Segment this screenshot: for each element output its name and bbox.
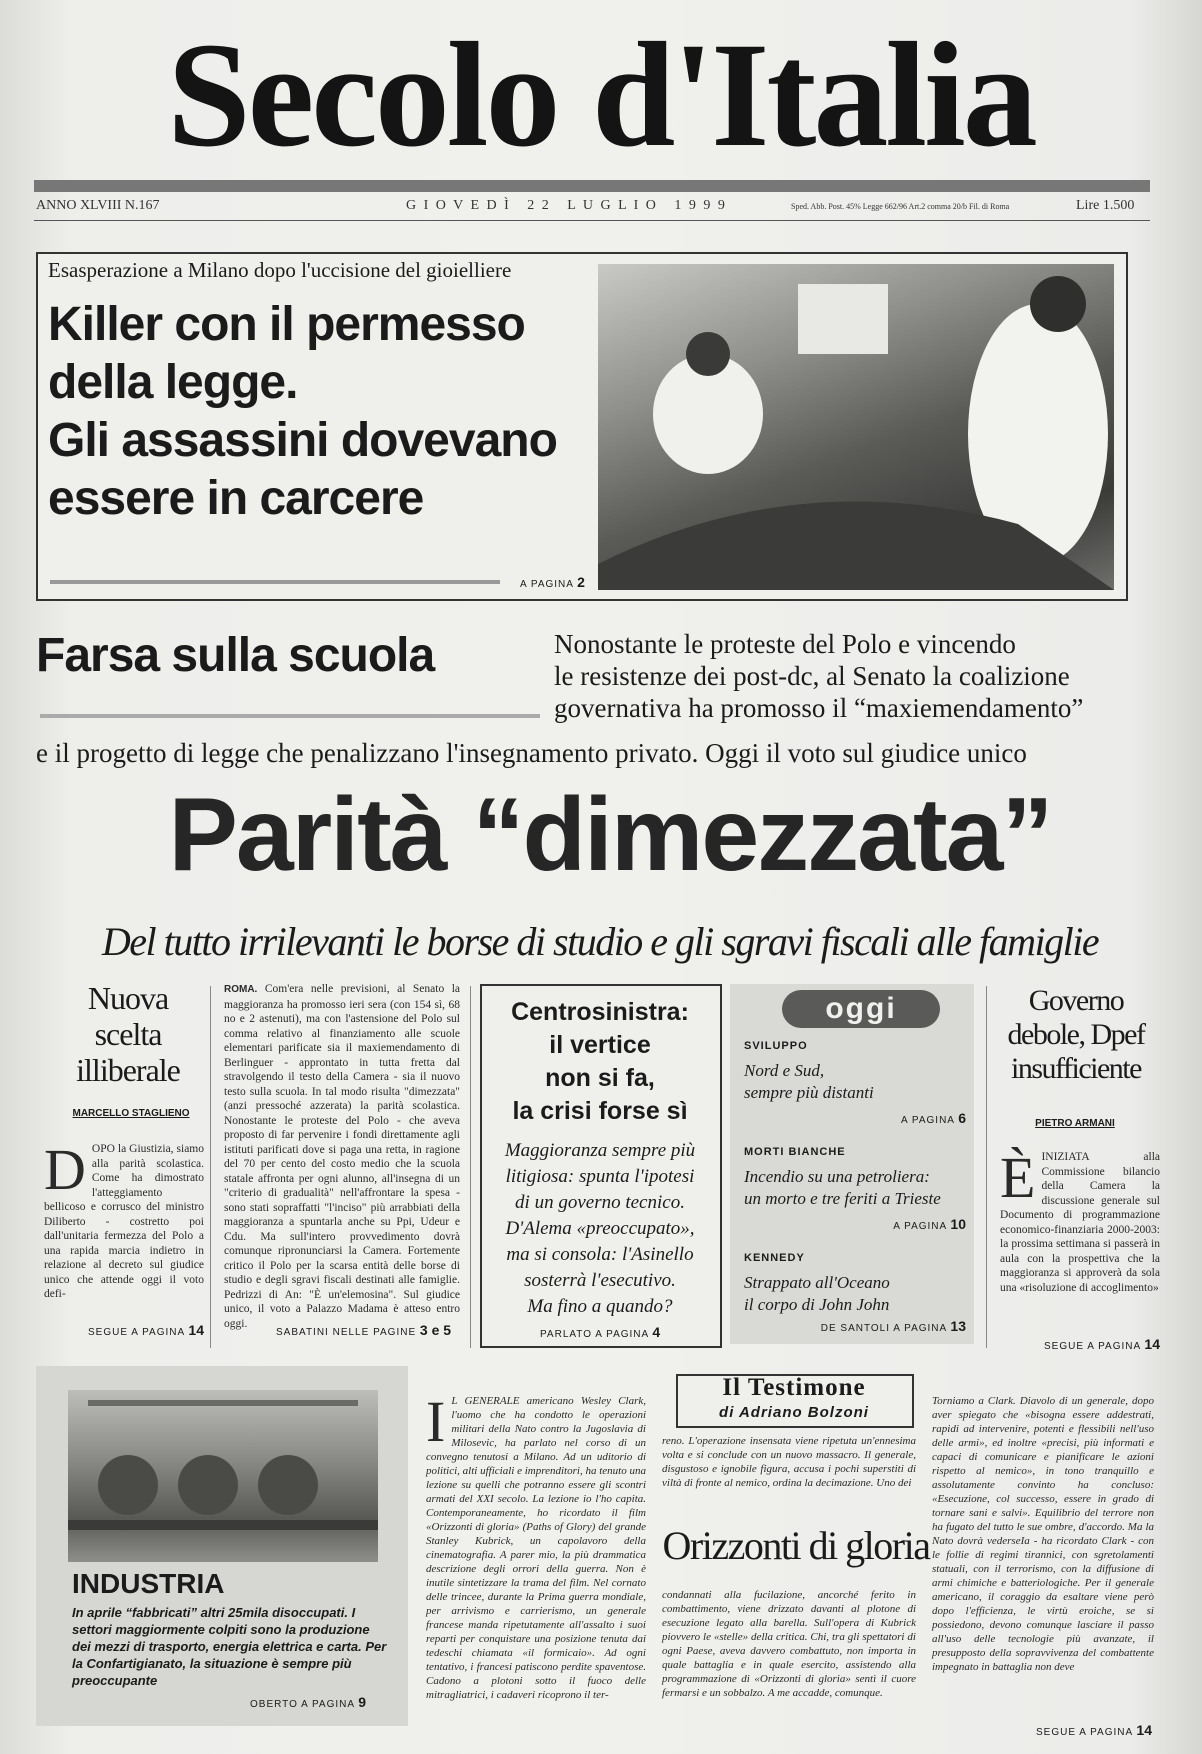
testimone-title: Il Testimone <box>722 1374 866 1401</box>
oggi-item-kicker: SVILUPPO <box>744 1040 808 1052</box>
centro-title-line: la crisi forse sì <box>512 1097 688 1125</box>
oggi-item-ref: DE SANTOLI A PAGINA 13 <box>820 1318 966 1334</box>
school-deck-last: e il progetto di legge che penalizzano l'insegnamento privato. Oggi il voto sul giudice unico <box>36 738 1027 768</box>
op2-title-line: debole, Dpef <box>1007 1018 1145 1051</box>
lead-headline-line: Gli assassini dovevano <box>48 414 557 467</box>
oggi-item-kicker: MORTI BIANCHE <box>744 1146 846 1158</box>
testimone-col1-text: L GENERALE americano Wesley Clark, l'uomo che ha condotto le operazioni militari della Nato contro la Jugoslavia di Milosevic, ha parlato nel corso di un convegno tenutosi a Milano. Ad un uditorio di politici, alti ufficiali e imprenditori, ha tenuto una lezione su quelli che potranno essere gli scontri armati del XXI secolo. La lezione io l'ho capita. Contemporaneamente, ho ricordato il film «Orizzonti di gloria» (Paths of Glory) del grande Stanley Kubrick, un capolavoro della cinematografia. A parer mio, la più drammatica descrizione degli orrori della guerra. Non è inutile sintetizzare la trama del film. Nel cornato delle trincee, durante la Prima guerra mondiale, per arrivismo e carrierismo, un generale francese manda ripetutamente all'assalto i suoi reparti per conquistare una posizione tenuta dai tedeschi chiamata «il formicaio». Ad ogni tentativo, i francesi patiscono perdite spaventose. Cadono a plotoni sotto il fuoco delle mitragliatrici, i cadaveri ricoprono il ter- <box>426 1395 646 1701</box>
op1-text: OPO la Giustizia, siamo alla parità scolastica. Come ha dimostrato l'atteggiamento bellicoso e corrusco del ministro Diliberto - costretto poi dall'unitaria fermezza del Polo a una rapida marcia indietro in relazione al decreto sul giudice unico che attende oggi il voto defi- <box>44 1143 204 1300</box>
industria-title: INDUSTRIA <box>72 1568 225 1599</box>
senate-follow: SABATINI NELLE PAGINE 3 e 5 <box>276 1322 452 1338</box>
centro-deck-line: Maggioranza sempre più <box>504 1140 696 1161</box>
testimone-headline: Orizzonti di gloria <box>662 1523 930 1568</box>
op1-body <box>44 1137 204 1314</box>
lead-headline <box>48 296 608 528</box>
op2-dropcap: È <box>1000 1145 1036 1210</box>
oggi-item <box>744 1252 966 1334</box>
divider <box>470 986 471 1348</box>
lead-headline-line: della legge. <box>48 356 298 409</box>
centro-title-line: non si fa, <box>545 1064 655 1092</box>
op2-body <box>1000 1145 1160 1320</box>
lead-headline-line: Killer con il permesso <box>48 298 525 351</box>
industria-text: In aprile “fabbricati” altri 25mila disoccupati. I settori maggiormente colpiti sono la produzione dei mezzi di trasporto, energia elettrica e carta. Per la Confartigianato, la situazione è sempre più preoccupante <box>72 1605 387 1688</box>
lead-photo <box>598 264 1114 590</box>
testimone-byline: di Adriano Bolzoni <box>719 1404 869 1421</box>
divider <box>210 986 211 1348</box>
centro-follow: PARLATO A PAGINA 4 <box>540 1324 661 1340</box>
oggi-label: oggi <box>782 990 940 1028</box>
oggi-item-text: Nord e Sud, sempre più distanti <box>744 1061 874 1102</box>
op2-follow: SEGUE A PAGINA 14 <box>1044 1336 1160 1352</box>
centro-deck-line: di un governo tecnico. <box>515 1192 685 1213</box>
op2-text: INIZIATA alla Commissione bilancio della Camera la discussione generale sul Documento di programmazione economico-finanziaria 2000-2003: la prossima settimana si passerà in aula con la prospettiva che la maggioranza si approverà da sola una «risoluzione di accoglimento» <box>1000 1151 1160 1294</box>
op1-title-line: Nuova <box>87 980 169 1016</box>
school-deck-line: Nonostante le proteste del Polo e vincendo <box>554 629 1016 659</box>
testimone-col3: Torniamo a Clark. Diavolo di un generale, dopo aver spiegato che «bisogna essere addestrati, rapidi ad intervenire, potenti e flessibili nell'uso delle armi», ed inoltre «precisi, più informati e capaci di comunicare e pianificare le azioni rispetto al nemico», in tono tranquillo e assolutamente convinto ha concluso: «Esecuzione, col successo, essere in grado di tornare sani e salvi». Equilibrio del terrore non ha fugato del tutto le sue ombre, d'accordo. Ma la Nato dovrà vederseIa - ha ricordato Clark - con le follie di regimi tirannici, con sgretolamenti statuali, con il terrorismo, con la diffusione di armi chimiche e batteriologiche. Per il generale americano, il coraggio da esaltare viene però dopo l'efficienza, le virtù eroiche, se si possiedono, devono comunque lasciare il passo all'uso delle tecnologie più avanzate, il presupposto della sopravvivenza del combattente impegnato in battaglia non deve <box>932 1395 1154 1673</box>
postal-note: Sped. Abb. Post. 45% Legge 662/96 Art.2 comma 20/b Fil. di Roma <box>791 202 1010 211</box>
lead-photo-figures <box>598 264 1114 590</box>
op1-follow: SEGUE A PAGINA 14 <box>88 1322 204 1338</box>
op1-author: MARCELLO STAGLIENO <box>72 1108 190 1119</box>
centro-deck-line: ma si consola: l'Asinello <box>506 1244 694 1265</box>
school-title: Farsa sulla scuola <box>36 629 435 682</box>
issue-number: ANNO XLVIII N.167 <box>36 198 160 213</box>
lead-rule <box>50 580 500 584</box>
senate-dateline: ROMA. <box>224 984 258 995</box>
oggi-item <box>744 1146 966 1232</box>
testimone-col2a: reno. L'operazione insensata viene ripetuta un'ennesima volta e si conclude con un nuovo massacro. Il generale, disgustoso e ignobile figura, accusa i pochi superstiti di viltà di fronte al nemico, ordina la decimazione. Uno dei <box>662 1435 916 1489</box>
testimone-col1 <box>426 1389 646 1730</box>
op1-title <box>48 980 208 1088</box>
senate-text: Com'era nelle previsioni, al Senato la maggioranza ha promosso ieri sera (con 154 sì, 68 no e 2 astenuti), ma con l'astensione del Polo sul comma relativo al finanziamento alle scuole elementari parificate sia il maxiemendamento di Berlinguer - approntato in tutta fretta dal stravolgendo il testo della Camera - sia il nuovo testo sulla scuola. In tal modo risulta "dimezzata" (anzi pressoché azzerata) la parità scolastica. Nonostante le proteste del Polo - che aveva proposto di far pervenire i fondi direttamente agli istituti parificati dove si paga una retta, in ragione del 70 per cento del costo medio che la scuola statale affronta per ogni alunno, all'insegna di un "criterio di gradualità" nell'affrontare la spesa - sono stati sopraffatti "l'inciso" più arrabbiati della maggioranza a spuntarla anche su Ppi, Udeur e Cdu. Ma sull'intero provvedimento dovrà comunque ripronunciarsi la Camera. Fortemente critico il Polo per la scarsa entità delle borse di studio e degli sgravi fiscali destinati alle famiglie. Pedrizzi di An: "È un'elemosina". Sul giudice unico, il voto a Palazzo Madama è atteso entro oggi. <box>224 983 461 1330</box>
price: Lire 1.500 <box>1076 198 1135 213</box>
oggi-item-text: Strappato all'Oceano il corpo di John John <box>744 1273 890 1314</box>
oggi-item <box>744 1040 966 1126</box>
divider <box>986 986 987 1348</box>
testimone-col2b: condannati alla fucilazione, ancorché ferito in combattimento, viene drizzato davanti al plotone di esecuzione legato alla barella. Sull'opera di Kubrick piovvero le «stelle» della critica. Chi, tra gli spettatori di ogni Paese, aveva davvero combattuto, non importa in quale battaglia e in quale esercito, assistendo alla programmazione di «Orizzonti di gloria» sentì il cuore fermarsi e un sobbalzo. A me accadde, comunque. <box>662 1589 916 1699</box>
lead-kicker: Esasperazione a Milano dopo l'uccisione del gioielliere <box>48 258 512 282</box>
dateline-rule <box>34 220 1150 221</box>
centro-deck-line: D'Alema «preoccupato», <box>505 1218 695 1239</box>
school-deck-line: governativa ha promosso il “maxiemendamento” <box>554 693 1084 723</box>
centro-title-line: Centrosinistra: <box>511 998 689 1026</box>
lead-headline-line: essere in carcere <box>48 472 424 525</box>
dateline <box>36 198 1152 218</box>
industria-photo <box>68 1390 378 1562</box>
main-subhead: Del tutto irrilevanti le borse di studio e gli sgravi fiscali alle famiglie <box>101 919 1099 964</box>
issue-date: G I O V E D Ì 2 2 L U G L I O 1 9 9 9 <box>406 198 727 213</box>
centro-title <box>482 996 718 1128</box>
centro-deck-line: sosterrà l'esecutivo. <box>524 1270 676 1291</box>
school-rule <box>40 714 540 718</box>
oggi-item-ref: A PAGINA 10 <box>893 1216 966 1232</box>
testimone-follow: SEGUE A PAGINA 14 <box>1036 1722 1152 1738</box>
testimone-dropcap: I <box>426 1389 446 1454</box>
centro-deck <box>482 1138 718 1320</box>
industria-ref: OBERTO A PAGINA 9 <box>250 1694 367 1710</box>
masthead-rule <box>34 180 1150 192</box>
centro-deck-line: litigiosa: spunta l'ipotesi <box>505 1166 695 1187</box>
main-headline: Parità “dimezzata” <box>168 777 1052 893</box>
centro-deck-line: Ma fino a quando? <box>527 1296 673 1317</box>
op1-title-line: scelta <box>94 1016 162 1052</box>
centro-title-line: il vertice <box>549 1031 651 1059</box>
op2-title-line: Governo <box>1028 984 1124 1017</box>
op1-title-line: illiberale <box>76 1052 180 1088</box>
op2-title-line: insufficiente <box>1011 1052 1141 1085</box>
op2-title <box>996 984 1156 1086</box>
oggi-item-text: Incendio su una petroliera: un morto e tre feriti a Trieste <box>744 1167 941 1208</box>
school-deck-line: le resistenze dei post-dc, al Senato la coalizione <box>554 661 1070 691</box>
oggi-item-kicker: KENNEDY <box>744 1252 805 1264</box>
oggi-item-ref: A PAGINA 6 <box>901 1110 966 1126</box>
school-deck <box>554 628 1154 724</box>
masthead-title: Secolo d'Italia <box>167 12 1035 178</box>
op1-dropcap: D <box>44 1137 86 1202</box>
lead-ref: A PAGINA 2 <box>520 574 585 590</box>
op2-author: PIETRO ARMANI <box>1035 1118 1115 1129</box>
industria-photo-machinery <box>68 1390 378 1562</box>
